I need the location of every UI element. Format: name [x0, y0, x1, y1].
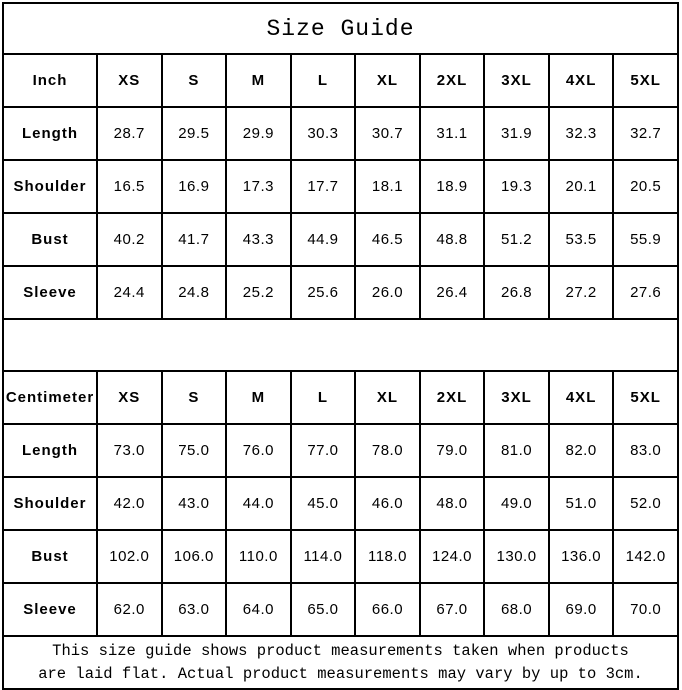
- size-header-l: L: [291, 54, 356, 107]
- measurement-label: Bust: [3, 213, 97, 266]
- size-header-xl: XL: [355, 54, 420, 107]
- table-row: [3, 160, 678, 213]
- measurement-value: 16.9: [162, 160, 227, 213]
- size-guide-table: [2, 2, 679, 690]
- table-row: [3, 530, 678, 583]
- measurement-value: 46.5: [355, 213, 420, 266]
- measurement-value: 51.2: [484, 213, 549, 266]
- measurement-value: 26.8: [484, 266, 549, 319]
- size-header-s: S: [162, 371, 227, 424]
- measurement-value: 70.0: [613, 583, 678, 636]
- measurement-value: 25.2: [226, 266, 291, 319]
- measurement-value: 124.0: [420, 530, 485, 583]
- size-header-5xl: 5XL: [613, 371, 678, 424]
- measurement-value: 41.7: [162, 213, 227, 266]
- measurement-value: 63.0: [162, 583, 227, 636]
- spacer-row: [3, 319, 678, 371]
- size-header-xs: XS: [97, 54, 162, 107]
- measurement-value: 20.1: [549, 160, 614, 213]
- measurement-value: 51.0: [549, 477, 614, 530]
- size-header-4xl: 4XL: [549, 54, 614, 107]
- measurement-value: 45.0: [291, 477, 356, 530]
- size-header-2xl: 2XL: [420, 371, 485, 424]
- size-header-3xl: 3XL: [484, 371, 549, 424]
- table-row: [3, 107, 678, 160]
- footer-note: [3, 636, 678, 689]
- measurement-value: 118.0: [355, 530, 420, 583]
- measurement-value: 110.0: [226, 530, 291, 583]
- measurement-value: 19.3: [484, 160, 549, 213]
- measurement-value: 62.0: [97, 583, 162, 636]
- measurement-value: 43.3: [226, 213, 291, 266]
- measurement-label: Shoulder: [3, 160, 97, 213]
- measurement-value: 66.0: [355, 583, 420, 636]
- measurement-value: 25.6: [291, 266, 356, 319]
- measurement-value: 65.0: [291, 583, 356, 636]
- table-row: [3, 213, 678, 266]
- size-header-xs: XS: [97, 371, 162, 424]
- measurement-value: 28.7: [97, 107, 162, 160]
- measurement-value: 44.0: [226, 477, 291, 530]
- measurement-value: 31.1: [420, 107, 485, 160]
- measurement-value: 78.0: [355, 424, 420, 477]
- measurement-label: Sleeve: [3, 266, 97, 319]
- measurement-value: 31.9: [484, 107, 549, 160]
- measurement-value: 79.0: [420, 424, 485, 477]
- table-row: [3, 477, 678, 530]
- measurement-value: 27.2: [549, 266, 614, 319]
- measurement-label: Bust: [3, 530, 97, 583]
- measurement-value: 26.0: [355, 266, 420, 319]
- measurement-value: 29.9: [226, 107, 291, 160]
- measurement-label: Length: [3, 107, 97, 160]
- size-header-m: M: [226, 54, 291, 107]
- measurement-value: 102.0: [97, 530, 162, 583]
- measurement-value: 32.7: [613, 107, 678, 160]
- table-row: [3, 583, 678, 636]
- size-header-m: M: [226, 371, 291, 424]
- measurement-label: Sleeve: [3, 583, 97, 636]
- measurement-value: 17.3: [226, 160, 291, 213]
- size-header-2xl: 2XL: [420, 54, 485, 107]
- measurement-value: 83.0: [613, 424, 678, 477]
- measurement-value: 30.3: [291, 107, 356, 160]
- measurement-value: 27.6: [613, 266, 678, 319]
- measurement-value: 68.0: [484, 583, 549, 636]
- size-header-s: S: [162, 54, 227, 107]
- measurement-value: 32.3: [549, 107, 614, 160]
- measurement-value: 16.5: [97, 160, 162, 213]
- size-header-5xl: 5XL: [613, 54, 678, 107]
- size-header-4xl: 4XL: [549, 371, 614, 424]
- measurement-value: 136.0: [549, 530, 614, 583]
- measurement-value: 20.5: [613, 160, 678, 213]
- measurement-value: 30.7: [355, 107, 420, 160]
- table-row: [3, 424, 678, 477]
- measurement-value: 73.0: [97, 424, 162, 477]
- measurement-value: 53.5: [549, 213, 614, 266]
- measurement-value: 18.9: [420, 160, 485, 213]
- measurement-label: Length: [3, 424, 97, 477]
- unit-header-centimeter: Centimeter: [3, 371, 97, 424]
- measurement-value: 52.0: [613, 477, 678, 530]
- measurement-value: 24.8: [162, 266, 227, 319]
- measurement-value: 77.0: [291, 424, 356, 477]
- size-header-xl: XL: [355, 371, 420, 424]
- measurement-value: 26.4: [420, 266, 485, 319]
- measurement-value: 49.0: [484, 477, 549, 530]
- measurement-value: 24.4: [97, 266, 162, 319]
- measurement-value: 46.0: [355, 477, 420, 530]
- measurement-value: 82.0: [549, 424, 614, 477]
- measurement-value: 44.9: [291, 213, 356, 266]
- measurement-value: 48.8: [420, 213, 485, 266]
- measurement-value: 55.9: [613, 213, 678, 266]
- measurement-value: 130.0: [484, 530, 549, 583]
- measurement-value: 142.0: [613, 530, 678, 583]
- measurement-value: 76.0: [226, 424, 291, 477]
- footer-note-line2: are laid flat. Actual product measurements may vary by up to 3cm.: [38, 664, 643, 683]
- measurement-value: 69.0: [549, 583, 614, 636]
- measurement-value: 106.0: [162, 530, 227, 583]
- measurement-label: Shoulder: [3, 477, 97, 530]
- measurement-value: 29.5: [162, 107, 227, 160]
- measurement-value: 48.0: [420, 477, 485, 530]
- measurement-value: 114.0: [291, 530, 356, 583]
- measurement-value: 18.1: [355, 160, 420, 213]
- footer-note-line1: This size guide shows product measurements taken when products: [52, 642, 629, 661]
- measurement-value: 17.7: [291, 160, 356, 213]
- measurement-value: 81.0: [484, 424, 549, 477]
- size-header-3xl: 3XL: [484, 54, 549, 107]
- measurement-value: 64.0: [226, 583, 291, 636]
- measurement-value: 67.0: [420, 583, 485, 636]
- table-row: [3, 266, 678, 319]
- measurement-value: 75.0: [162, 424, 227, 477]
- measurement-value: 40.2: [97, 213, 162, 266]
- size-header-l: L: [291, 371, 356, 424]
- size-guide-title: Size Guide: [3, 3, 678, 54]
- measurement-value: 42.0: [97, 477, 162, 530]
- unit-header-inch: Inch: [3, 54, 97, 107]
- measurement-value: 43.0: [162, 477, 227, 530]
